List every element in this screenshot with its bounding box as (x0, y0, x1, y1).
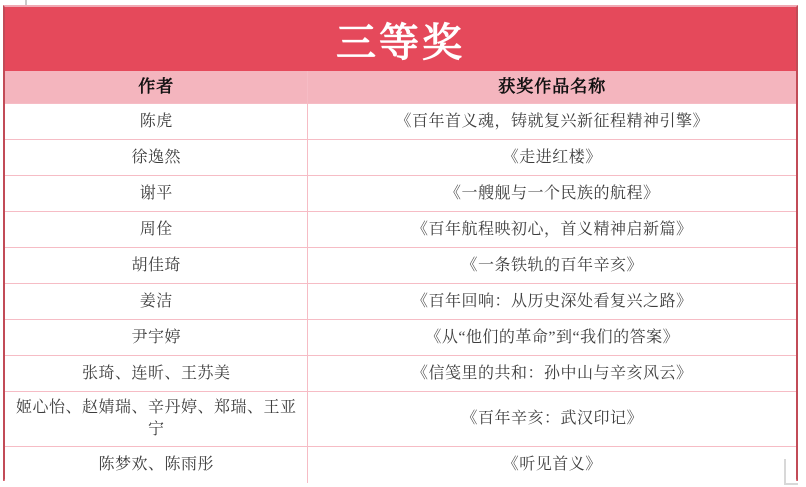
author-cell: 陈梦欢、陈雨彤 (5, 447, 308, 483)
table-row (5, 447, 796, 483)
table-row (5, 212, 796, 248)
table-row (5, 284, 796, 320)
author-cell: 谢平 (5, 176, 308, 212)
work-column-header: 获奖作品名称 (308, 71, 796, 104)
work-cell: 《信笺里的共和：孙中山与辛亥风云》 (308, 356, 796, 392)
author-column-header: 作者 (5, 71, 308, 104)
author-cell: 徐逸然 (5, 140, 308, 176)
table-row (5, 176, 796, 212)
author-cell: 陈虎 (5, 104, 308, 140)
awards-table (3, 5, 798, 481)
table-row (5, 248, 796, 284)
work-cell: 《一艘舰与一个民族的航程》 (308, 176, 796, 212)
prize-title: 三等奖 (336, 19, 465, 65)
author-cell: 周佺 (5, 212, 308, 248)
prize-title-banner (5, 7, 796, 71)
author-cell: 姜洁 (5, 284, 308, 320)
table-row (5, 356, 796, 392)
table-body (5, 104, 796, 483)
work-cell: 《一条铁轨的百年辛亥》 (308, 248, 796, 284)
work-cell: 《从“他们的革命”到“我们的答案》 (308, 320, 796, 356)
work-cell: 《百年航程映初心，首义精神启新篇》 (308, 212, 796, 248)
author-cell: 胡佳琦 (5, 248, 308, 284)
author-cell: 尹宇婷 (5, 320, 308, 356)
table-row (5, 140, 796, 176)
work-cell: 《听见首义》 (308, 447, 796, 483)
work-cell: 《百年首义魂，铸就复兴新征程精神引擎》 (308, 104, 796, 140)
work-cell: 《百年回响：从历史深处看复兴之路》 (308, 284, 796, 320)
table-row (5, 392, 796, 447)
author-cell: 张琦、连昕、王苏美 (5, 356, 308, 392)
table-row (5, 320, 796, 356)
work-cell: 《百年辛亥：武汉印记》 (308, 392, 796, 447)
screen-artifact-bottom-right (784, 459, 798, 485)
work-cell: 《走进红楼》 (308, 140, 796, 176)
author-cell: 姬心怡、赵婧瑞、辛丹婷、郑瑞、王亚宁 (5, 392, 308, 447)
header-row (5, 71, 796, 104)
table-row (5, 104, 796, 140)
awards-grid (5, 71, 796, 483)
